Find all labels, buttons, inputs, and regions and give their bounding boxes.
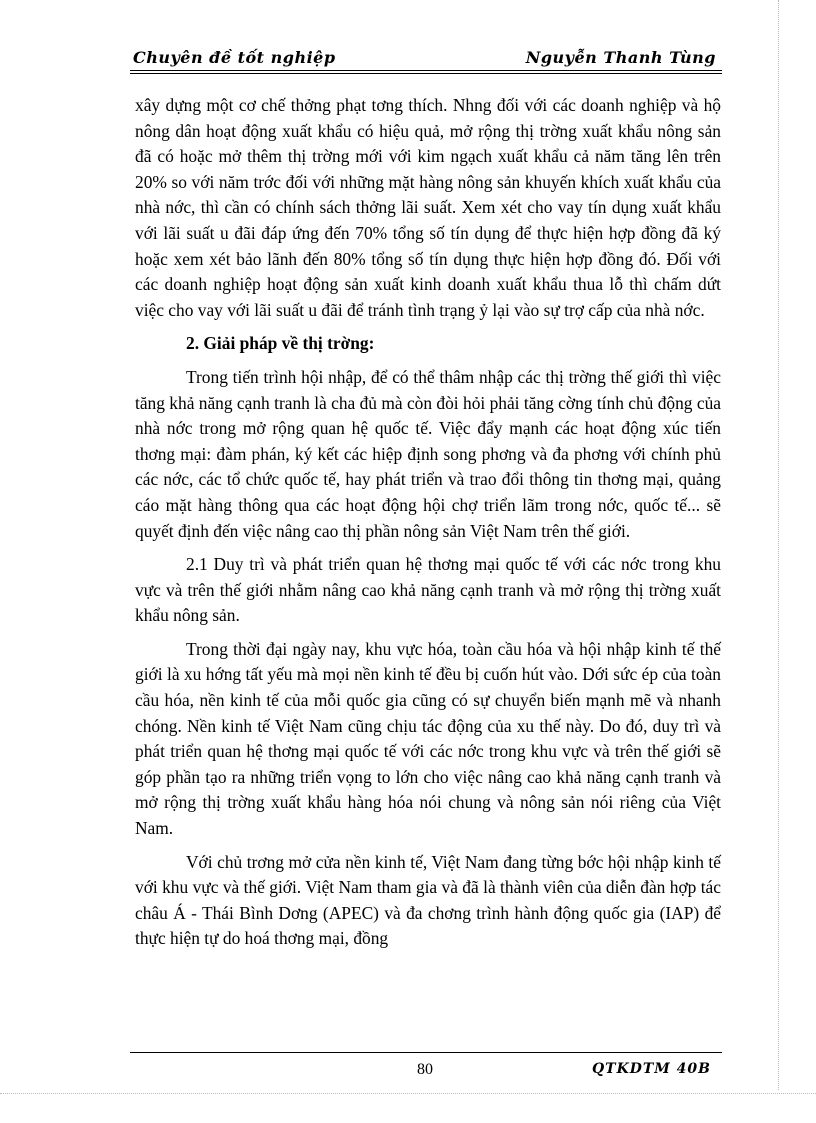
paragraph-3: 2.1 Duy trì và phát triển quan hệ thơng mại quốc tế với các nớc trong khu vực và trên thế giới nhằm nâng cao khả năng cạnh tranh và mở rộng thị trờng xuất khẩu nông sản. — [135, 554, 721, 626]
page-number: 80 — [417, 1061, 433, 1078]
paragraph-2: Trong tiến trình hội nhập, để có thể thâm nhập các thị trờng thế giới thì việc tăng khả năng cạnh tranh là cha đủ mà còn đòi hỏi phải tăng cờng tính chủ động của nhà nớc trong mở rộng quan hệ quốc tế. Việc đẩy mạnh các hoạt động xúc tiến thơng mại: đàm phán, ký kết các hiệp định song phơng và đa phơng với chính phủ các nớc, các tổ chức quốc tế, hay phát triển và trao đổi thông tin thơng mại, quảng cáo mặt hàng thông qua các hoạt động hội chợ triển lãm trong nớc, quốc tế... sẽ quyết định đến việc nâng cao thị phần nông sản Việt Nam trên thế giới. — [135, 366, 721, 541]
page-edge-vertical — [778, 0, 779, 1090]
header-left-title: Chuyên đề tốt nghiệp — [133, 48, 336, 67]
paragraph-4: Trong thời đại ngày nay, khu vực hóa, toàn cầu hóa và hội nhập kinh tế thế giới là xu hớng tất yếu mà mọi nền kinh tế đều bị cuốn hút vào. Dới sức ép của toàn cầu hóa, nền kinh tế của mỗi quốc gia cũng có sự chuyển biến mạnh mẽ và nhanh chóng. Nền kinh tế Việt Nam cũng chịu tác động của xu thế này. Do đó, duy trì và phát triển quan hệ thơng mại quốc tế với các nớc trong khu vực và trên thế giới sẽ góp phần tạo ra những triển vọng to lớn cho việc nâng cao khả năng cạnh tranh và mở rộng thị trờng xuất khẩu hàng hóa nói chung và nông sản nói riêng của Việt Nam. — [135, 638, 721, 839]
paragraph-1: xây dựng một cơ chế thởng phạt tơng thích. Nhng đối với các doanh nghiệp và hộ nông dân hoạt động xuất khẩu có hiệu quả, mở rộng thị trờng xuất khẩu nông sản đã có hoặc mở thêm thị trờng mới với kim ngạch xuất khẩu cả năm tăng lên trên 20% so với năm trớc đối với những mặt hàng nông sản khuyến khích xuất khẩu của nhà nớc, thì cần có chính sách thởng lãi suất. Xem xét cho vay tín dụng xuất khẩu với lãi suất u đãi đáp ứng đến 70% tổng số tín dụng để thực hiện hợp đồng đã ký hoặc xem xét bảo lãnh đến 80% tổng số tín dụng thực hiện hợp đồng đó. Đối với các doanh nghiệp hoạt động sản xuất kinh doanh xuất khẩu thua lỗ thì chấm dứt việc cho vay với lãi suất u đãi để tránh tình trạng ỷ lại vào sự trợ cấp của nhà nớc. — [135, 95, 721, 320]
header-rule-double — [130, 73, 722, 74]
header-author: Nguyễn Thanh Tùng — [525, 48, 716, 67]
page-body — [135, 93, 721, 960]
footer-rule — [130, 1052, 722, 1053]
header-rule — [130, 70, 722, 71]
section-heading: 2. Giải pháp về thị trờng: — [186, 333, 375, 354]
page-edge-horizontal — [0, 1093, 816, 1094]
footer-class-code: QTKDTM 40B — [591, 1061, 711, 1077]
paragraph-5: Với chủ trơng mở cửa nền kinh tế, Việt Nam đang từng bớc hội nhập kinh tế với khu vực và thế giới. Việt Nam tham gia và đã là thành viên của diễn đàn hợp tác châu Á - Thái Bình Dơng (APEC) và đa chơng trình hành động quốc gia (IAP) để thực hiện tự do hoá thơng mại, đồng — [135, 851, 721, 949]
